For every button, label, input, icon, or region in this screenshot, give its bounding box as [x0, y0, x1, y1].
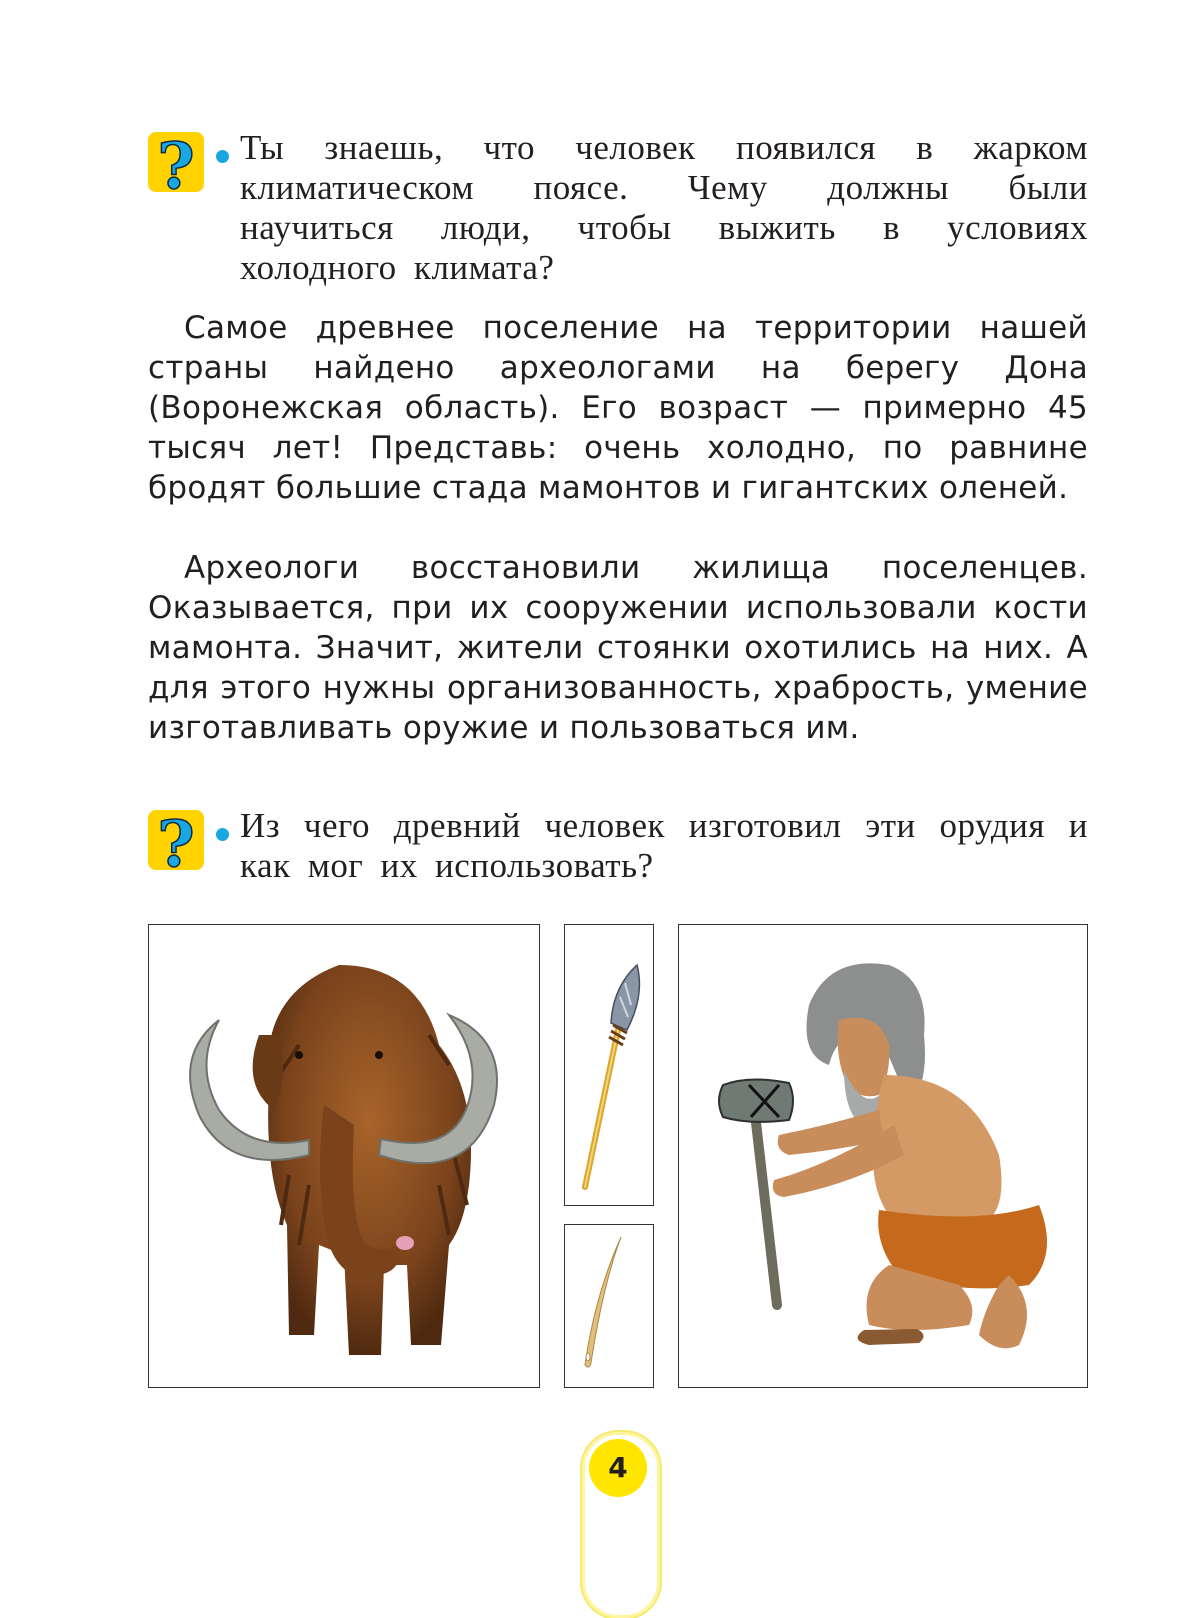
svg-text:?: ? — [157, 132, 195, 194]
caveman-illustration-frame — [678, 924, 1088, 1388]
question-text: Из чего древний человек изготовил эти орудия и как мог их использовать? — [240, 806, 1088, 885]
spear-icon — [565, 925, 652, 1204]
paragraph-archaeologists — [148, 548, 1088, 748]
paragraph-text: Самое древнее поселение на территории нашей страны найдено археологами на берегу Дона (Воронежская область). Его возраст — примерно 45 тысяч лет! Представь: очень холодно, по равнине бродят большие стада мамонтов и гигантских оленей. — [148, 310, 1088, 506]
question-block-2 — [148, 806, 1088, 896]
bone-needle-icon — [565, 1225, 652, 1386]
mammoth-illustration-frame — [148, 924, 540, 1388]
paragraph-settlement — [148, 308, 1088, 508]
question-mark-icon — [148, 132, 204, 192]
page-number: 4 — [589, 1439, 647, 1497]
mammoth-icon — [149, 925, 538, 1386]
bullet-icon — [216, 828, 229, 841]
spear-illustration-frame — [564, 924, 654, 1206]
needle-illustration-frame — [564, 1224, 654, 1388]
question-text: Ты знаешь, что человек появился в жарком климатическом поясе. Чему должны были научиться люди, чтобы выжить в условиях холодного климата? — [240, 128, 1088, 287]
question-block-1 — [148, 128, 1088, 292]
caveman-with-axe-icon — [679, 925, 1086, 1386]
bullet-icon — [216, 150, 229, 163]
svg-text:?: ? — [157, 810, 195, 872]
question-mark-icon — [148, 810, 204, 870]
page-number-tab — [582, 1432, 660, 1618]
paragraph-text: Археологи восстановили жилища поселенцев. Оказывается, при их сооружении использовали кости мамонта. Значит, жители стоянки охотились на них. А для этого нужны организованность, храбрость, умение изготавливать оружие и пользоваться им. — [148, 550, 1088, 746]
